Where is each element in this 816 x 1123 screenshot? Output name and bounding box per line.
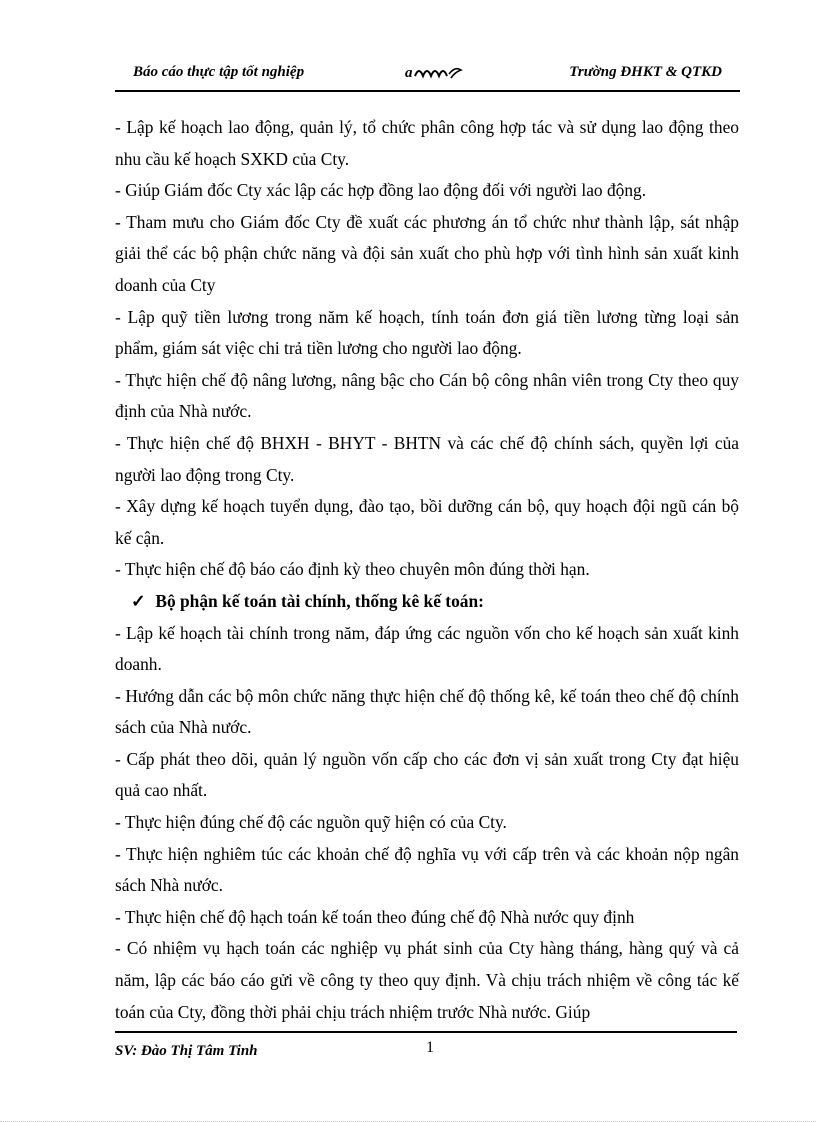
paragraph: - Hướng dẫn các bộ môn chức năng thực hiện chế độ thống kê, kế toán theo chế độ chính sách của Nhà nước. <box>115 685 739 738</box>
paragraph: - Tham mưu cho Giám đốc Cty đề xuất các phương án tổ chức như thành lập, sát nhập giải thể các bộ phận chức năng và đội sản xuất cho phù hợp với tình hình sản xuất kinh doanh của Cty <box>115 211 739 295</box>
page-content <box>115 112 739 1028</box>
page-number: 1 <box>426 1039 434 1056</box>
svg-text:a: a <box>405 65 412 81</box>
checkmark-icon: ✓ <box>131 590 146 611</box>
page-boundary <box>0 1121 816 1122</box>
footer-student-name: SV: Đào Thị Tâm Tinh <box>115 1043 258 1059</box>
header-report-title: Báo cáo thực tập tốt nghiệp <box>133 64 305 80</box>
paragraph: - Cấp phát theo dõi, quản lý nguồn vốn cấp cho các đơn vị sản xuất trong Cty đạt hiệu quả cao nhất. <box>115 748 739 801</box>
paragraph: - Thực hiện chế độ hạch toán kế toán theo đúng chế độ Nhà nước quy định <box>115 906 635 927</box>
section-heading <box>115 586 739 618</box>
paragraph: - Giúp Giám đốc Cty xác lập các hợp đồng lao động đối với người lao động. <box>115 180 647 201</box>
paragraph: - Lập kế hoạch lao động, quản lý, tổ chức phân công hợp tác và sử dụng lao động theo nhu cầu kế hoạch SXKD của Cty. <box>115 117 739 169</box>
page-header <box>115 62 740 92</box>
paragraph: - Lập quỹ tiền lương trong năm kế hoạch, tính toán đơn giá tiền lương từng loại sản phẩm, giám sát việc chi trả tiền lương cho người lao động. <box>115 306 739 359</box>
section-heading-text: Bộ phận kế toán tài chính, thống kê kế toán: <box>155 590 484 611</box>
page-footer <box>115 1031 737 1073</box>
paragraph: - Thực hiện nghiêm túc các khoản chế độ nghĩa vụ với cấp trên và các khoản nộp ngân sách Nhà nước. <box>115 843 739 896</box>
ornament-icon <box>405 62 463 82</box>
paragraph: - Lập kế hoạch tài chính trong năm, đáp ứng các nguồn vốn cho kế hoạch sản xuất kinh doanh. <box>115 622 739 675</box>
paragraph: - Thực hiện chế độ báo cáo định kỳ theo chuyên môn đúng thời hạn. <box>115 559 590 580</box>
paragraph: - Thực hiện chế độ nâng lương, nâng bậc cho Cán bộ công nhân viên trong Cty theo quy định của Nhà nước. <box>115 369 739 422</box>
paragraph: - Có nhiệm vụ hạch toán các nghiệp vụ phát sinh của Cty hàng tháng, hàng quý và cả năm, lập các báo cáo gửi về công ty theo quy định. Và chịu trách nhiệm về công tác kế toán của Cty, đồng thời phải chịu trách nhiệm trước Nhà nước. Giúp <box>115 938 739 1022</box>
header-ornament <box>405 62 463 87</box>
paragraph: - Thực hiện đúng chế độ các nguồn quỹ hiện có của Cty. <box>115 812 507 833</box>
header-school-name: Trường ĐHKT & QTKD <box>569 64 722 80</box>
paragraph: - Xây dựng kế hoạch tuyển dụng, đào tạo, bồi dưỡng cán bộ, quy hoạch đội ngũ cán bộ kế cận. <box>115 496 739 548</box>
paragraph: - Thực hiện chế độ BHXH - BHYT - BHTN và các chế độ chính sách, quyền lợi của người lao động trong Cty. <box>115 432 739 485</box>
